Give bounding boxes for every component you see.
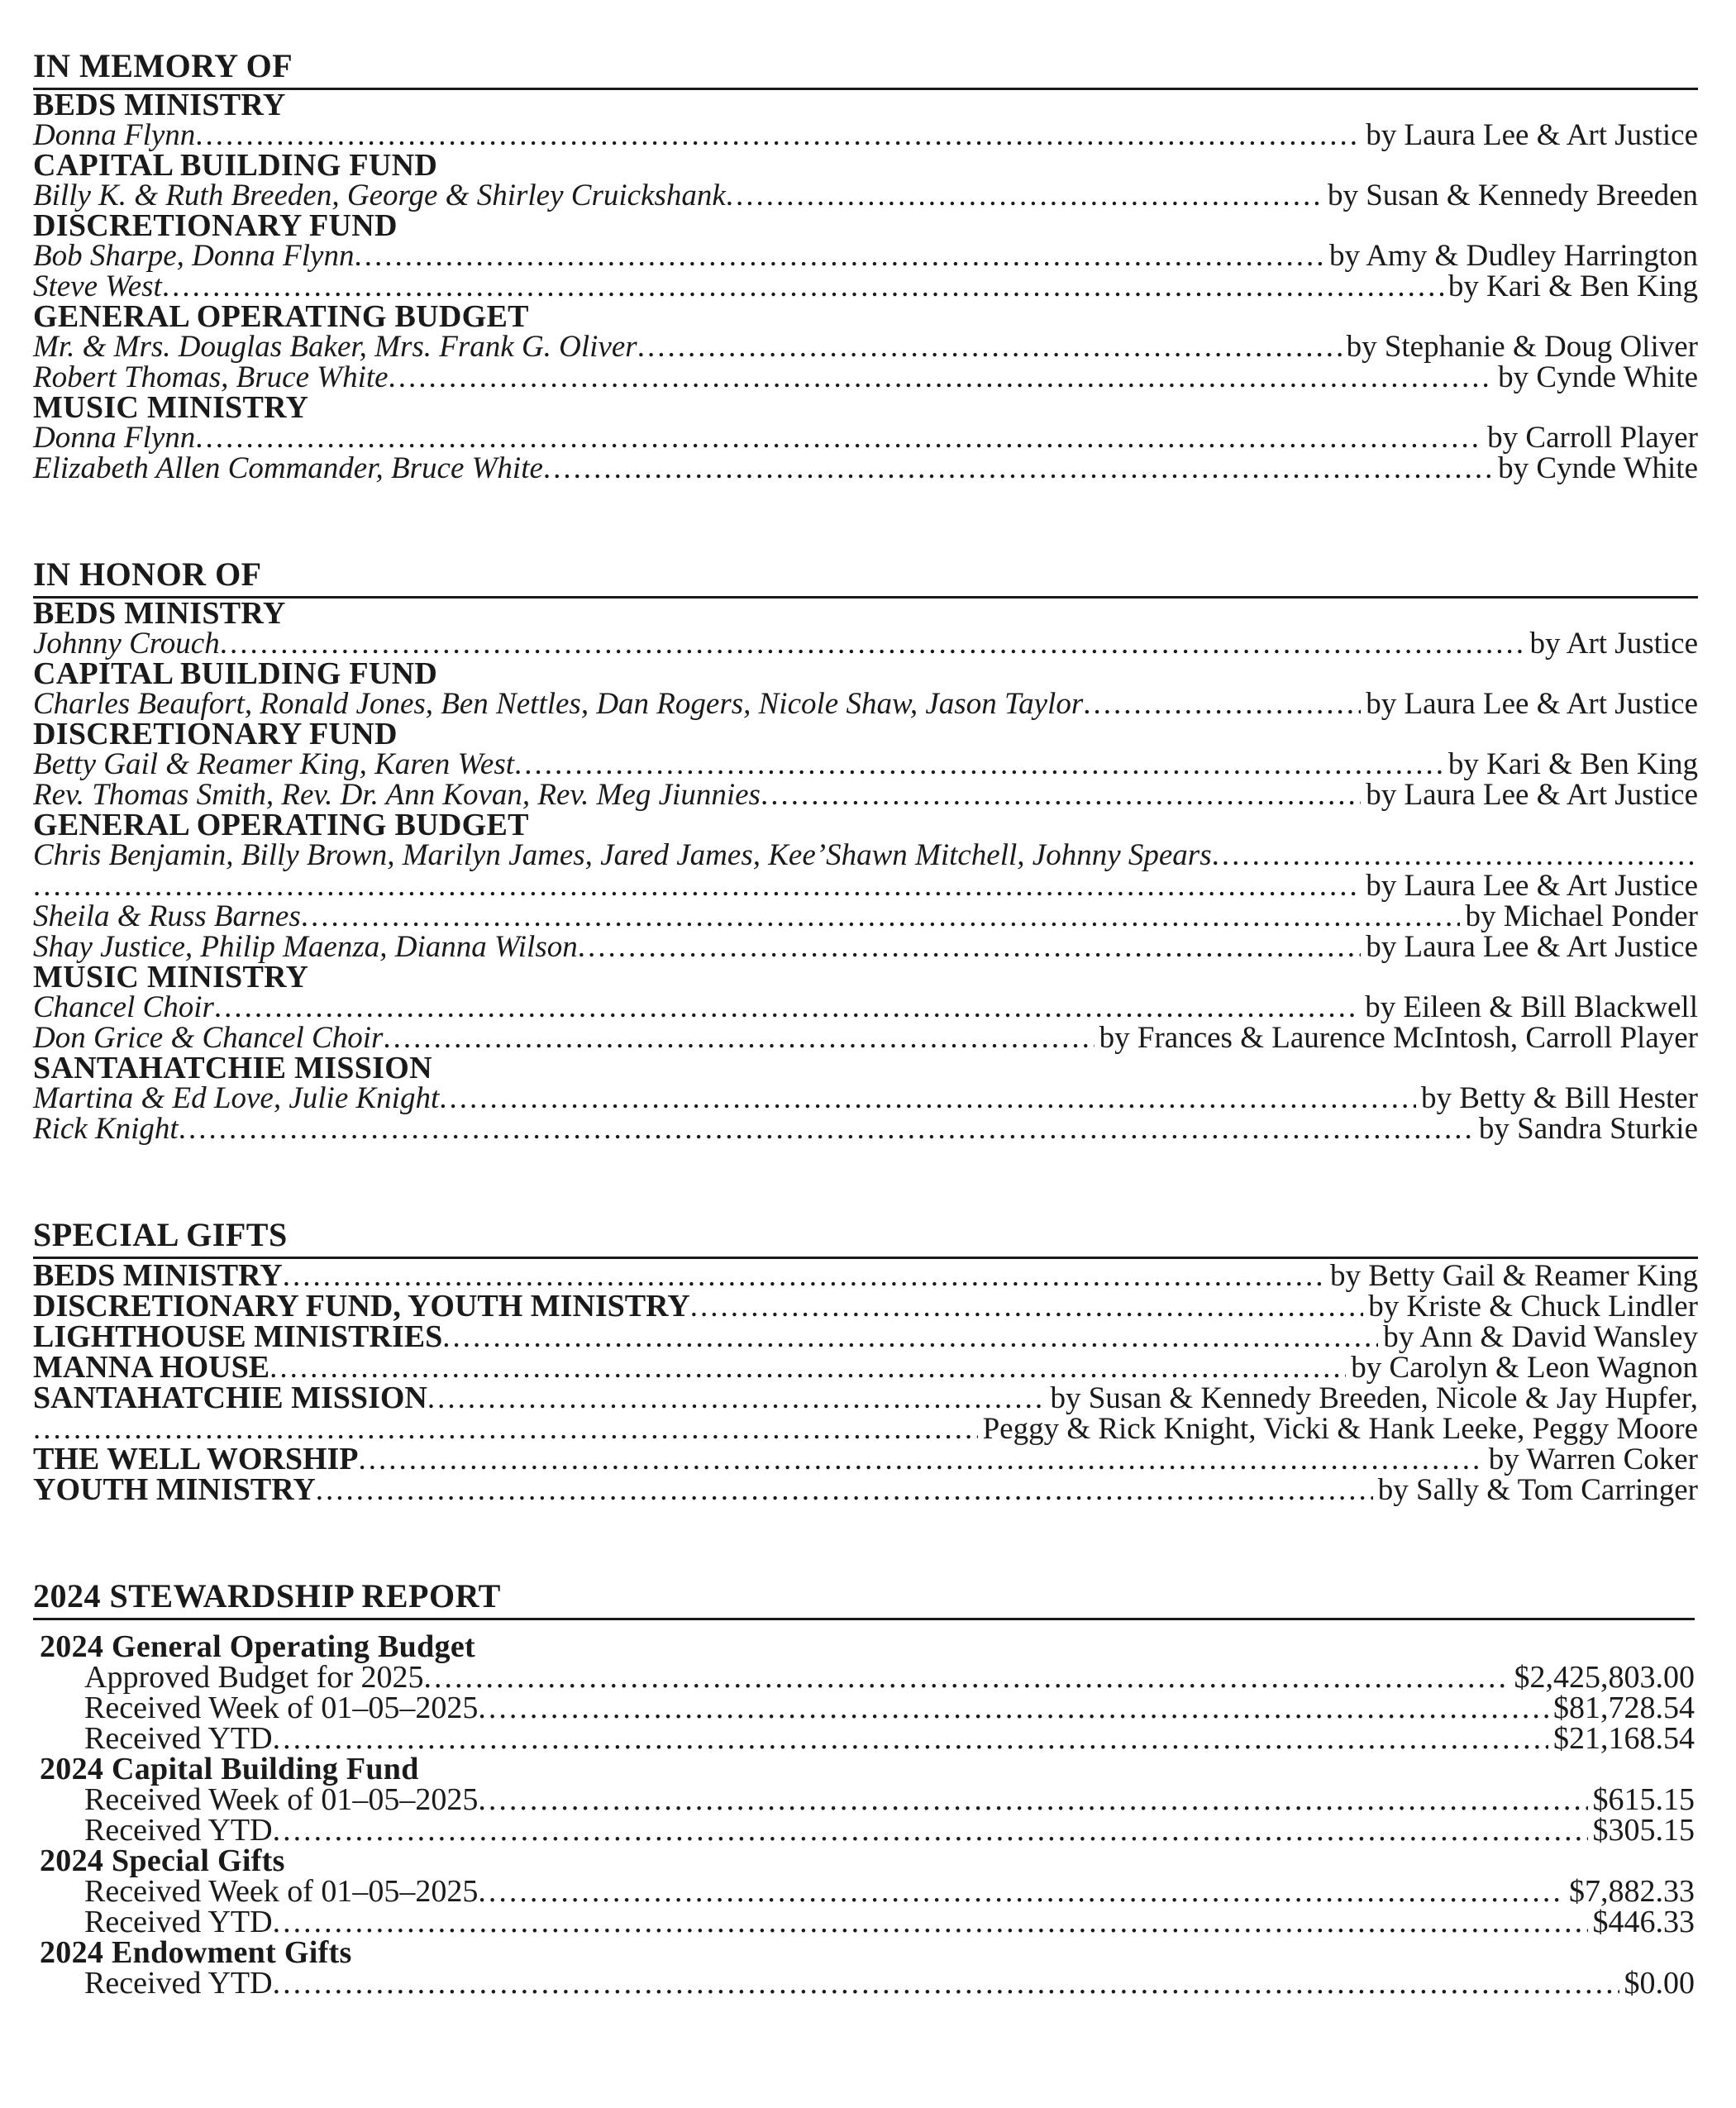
gift-entry	[33, 901, 1698, 932]
leader-dots	[761, 780, 1361, 810]
report-value: $305.15	[1592, 1813, 1695, 1848]
honoree: Rick Knight	[33, 1112, 179, 1146]
gift-entry	[33, 453, 1698, 484]
donor: by Michael Ponder	[1465, 899, 1698, 933]
fund-heading: BEDS MINISTRY	[33, 596, 286, 631]
fund-heading: GENERAL OPERATING BUDGET	[33, 808, 529, 842]
special-gift-entry	[33, 1291, 1698, 1322]
gift-entry	[33, 932, 1698, 962]
gift-entry	[33, 628, 1698, 659]
leader-dots	[354, 241, 1324, 271]
leader-dots	[478, 1693, 1548, 1724]
leader-dots	[442, 1322, 1378, 1352]
leader-dots	[478, 1877, 1564, 1907]
honoree: Johnny Crouch	[33, 627, 220, 661]
special-gift-entry	[33, 1472, 1698, 1507]
report-row	[33, 1662, 1695, 1693]
gift-entry	[33, 1114, 1698, 1144]
leader-dots	[33, 870, 1361, 901]
fund-heading: DISCRETIONARY FUND	[33, 717, 398, 751]
fund-heading: DISCRETIONARY FUND	[33, 208, 398, 243]
report-group-heading: 2024 Endowment Gifts	[40, 1935, 352, 1970]
report-value: $7,882.33	[1569, 1874, 1695, 1909]
report-label: Received YTD	[84, 1721, 273, 1756]
leader-dots	[273, 1968, 1619, 1999]
leader-dots	[162, 271, 1443, 302]
leader-dots	[273, 1907, 1588, 1938]
report-group-heading: 2024 General Operating Budget	[40, 1629, 475, 1664]
report-row	[33, 1693, 1695, 1724]
donor: by Cynde White	[1498, 451, 1698, 485]
donor: by Laura Lee & Art Justice	[1366, 869, 1698, 903]
leader-dots	[478, 1785, 1587, 1815]
donor: by Laura Lee & Art Justice	[1366, 930, 1698, 964]
leader-dots	[424, 1662, 1509, 1693]
donor: by Kari & Ben King	[1447, 269, 1698, 303]
leader-dots	[427, 1383, 1046, 1414]
report-row	[33, 1874, 1695, 1909]
section-heading: SPECIAL GIFTS	[33, 1215, 1698, 1259]
honoree: Sheila & Russ Barnes	[33, 899, 301, 933]
report-group-heading: 2024 Special Gifts	[40, 1843, 285, 1878]
report-label: Approved Budget for 2025	[84, 1660, 424, 1695]
leader-dots	[220, 628, 1525, 659]
special-gift-entry	[33, 1258, 1698, 1293]
donor: by Susan & Kennedy Breeden	[1327, 179, 1698, 212]
gift-entry	[33, 241, 1698, 271]
donor: by Kari & Ben King	[1447, 747, 1698, 781]
donor: by Carolyn & Leon Wagnon	[1351, 1351, 1698, 1385]
donor: by Laura Lee & Art Justice	[1366, 118, 1698, 152]
donor: by Sally & Tom Carringer	[1377, 1473, 1698, 1507]
honoree: Chancel Choir	[33, 990, 214, 1024]
fund-name: THE WELL WORSHIP	[33, 1442, 359, 1476]
donor: by Carroll Player	[1487, 421, 1698, 455]
section-heading: 2024 STEWARDSHIP REPORT	[33, 1576, 1695, 1620]
donor: by Art Justice	[1529, 627, 1698, 661]
fund-heading: SANTAHATCHIE MISSION	[33, 1051, 432, 1085]
leader-dots	[514, 749, 1443, 780]
donor: by Betty & Bill Hester	[1420, 1081, 1698, 1115]
honoree: Rev. Thomas Smith, Rev. Dr. Ann Kovan, Rev. Meg Jiunnies	[33, 778, 761, 812]
gift-entry	[33, 120, 1698, 150]
leader-dots	[273, 1815, 1588, 1846]
section-heading: IN MEMORY OF	[33, 46, 1698, 90]
report-label: Received YTD	[84, 1905, 273, 1939]
leader-dots	[389, 362, 1494, 393]
gift-entry	[33, 840, 1698, 870]
donor: by Eileen & Bill Blackwell	[1365, 990, 1698, 1024]
leader-dots	[195, 120, 1361, 150]
fund-name: LIGHTHOUSE MINISTRIES	[33, 1319, 443, 1354]
bulletin-page	[33, 46, 1698, 1999]
report-value: $615.15	[1592, 1782, 1695, 1817]
gift-entry	[33, 422, 1698, 453]
stewardship-report-section	[33, 1576, 1695, 1999]
leader-dots	[690, 1291, 1364, 1322]
honoree: Chris Benjamin, Billy Brown, Marilyn James, Jared James, Kee’Shawn Mitchell, Johnny Spears	[33, 838, 1212, 872]
leader-dots	[283, 1261, 1325, 1291]
honoree: Bob Sharpe, Donna Flynn	[33, 239, 355, 273]
fund-name: DISCRETIONARY FUND, YOUTH MINISTRY	[33, 1289, 690, 1323]
gift-entry	[33, 362, 1698, 393]
honoree: Betty Gail & Reamer King, Karen West	[33, 747, 514, 781]
report-label: Received Week of 01–05–2025	[84, 1782, 479, 1817]
leader-dots	[543, 453, 1493, 484]
section-heading: IN HONOR OF	[33, 555, 1698, 599]
fund-heading: MUSIC MINISTRY	[33, 960, 309, 994]
in-memory-section	[33, 46, 1698, 484]
gift-entry-continued	[33, 870, 1698, 901]
honoree: Shay Justice, Philip Maenza, Dianna Wilson	[33, 930, 578, 964]
donor: by Stephanie & Doug Oliver	[1346, 330, 1698, 364]
donor: by Cynde White	[1498, 360, 1698, 394]
donor: by Sandra Sturkie	[1478, 1112, 1698, 1146]
leader-dots	[179, 1114, 1474, 1144]
special-gift-entry	[33, 1444, 1698, 1475]
fund-name: MANNA HOUSE	[33, 1350, 270, 1385]
donor: by Frances & Laurence McIntosh, Carroll Player	[1099, 1021, 1698, 1055]
fund-name: YOUTH MINISTRY	[33, 1472, 316, 1507]
special-gift-entry-continued	[33, 1414, 1698, 1444]
donor: by Betty Gail & Reamer King	[1330, 1259, 1698, 1293]
honoree: Donna Flynn	[33, 118, 196, 152]
fund-name: SANTAHATCHIE MISSION	[33, 1381, 427, 1415]
leader-dots	[1083, 689, 1361, 719]
gift-entry	[33, 749, 1698, 780]
leader-dots	[301, 901, 1461, 932]
donor: by Warren Coker	[1488, 1443, 1698, 1476]
report-row	[33, 1721, 1695, 1756]
gift-entry	[33, 1083, 1698, 1114]
report-value: $2,425,803.00	[1514, 1660, 1695, 1695]
leader-dots	[33, 1414, 978, 1444]
special-gift-entry	[33, 1319, 1698, 1354]
special-gifts-section	[33, 1215, 1698, 1505]
report-label: Received YTD	[84, 1966, 273, 2001]
fund-heading: CAPITAL BUILDING FUND	[33, 148, 438, 183]
donor: by Laura Lee & Art Justice	[1366, 778, 1698, 812]
report-row	[33, 1907, 1695, 1938]
gift-entry	[33, 689, 1698, 719]
special-gift-entry	[33, 1383, 1698, 1414]
leader-dots	[214, 992, 1360, 1023]
leader-dots	[359, 1444, 1484, 1475]
in-honor-section	[33, 555, 1698, 1144]
report-value: $446.33	[1592, 1905, 1695, 1939]
special-gift-entry	[33, 1352, 1698, 1383]
donor: by Amy & Dudley Harrington	[1328, 239, 1698, 273]
gift-entry	[33, 180, 1698, 211]
report-value: $81,728.54	[1553, 1691, 1695, 1725]
leader-dots	[637, 331, 1342, 362]
report-value: $0.00	[1624, 1966, 1695, 2001]
fund-heading: CAPITAL BUILDING FUND	[33, 656, 438, 691]
honoree: Elizabeth Allen Commander, Bruce White	[33, 451, 543, 485]
honoree: Billy K. & Ruth Breeden, George & Shirley Cruickshank	[33, 179, 726, 212]
leader-dots	[726, 180, 1323, 211]
honoree: Don Grice & Chancel Choir	[33, 1021, 384, 1055]
honoree: Robert Thomas, Bruce White	[33, 360, 389, 394]
leader-dots	[578, 932, 1362, 962]
leader-dots	[316, 1475, 1373, 1505]
donor: by Ann & David Wansley	[1383, 1320, 1698, 1354]
gift-entry	[33, 271, 1698, 302]
leader-dots	[269, 1352, 1346, 1383]
donor: by Susan & Kennedy Breeden, Nicole & Jay Hupfer,	[1050, 1381, 1698, 1415]
honoree: Mr. & Mrs. Douglas Baker, Mrs. Frank G. Oliver	[33, 330, 637, 364]
fund-heading: BEDS MINISTRY	[33, 88, 286, 122]
report-label: Received YTD	[84, 1813, 273, 1848]
report-label: Received Week of 01–05–2025	[84, 1874, 479, 1909]
report-group-heading: 2024 Capital Building Fund	[40, 1752, 419, 1786]
report-row	[33, 1815, 1695, 1846]
honoree: Martina & Ed Love, Julie Knight	[33, 1081, 440, 1115]
donor: by Kriste & Chuck Lindler	[1368, 1290, 1698, 1323]
honoree: Steve West	[33, 269, 162, 303]
leader-dots	[1212, 840, 1693, 870]
leader-dots	[273, 1724, 1548, 1754]
leader-dots	[439, 1083, 1416, 1114]
gift-entry	[33, 1023, 1698, 1053]
report-row	[33, 1782, 1695, 1817]
donor: by Laura Lee & Art Justice	[1366, 687, 1698, 721]
gift-entry	[33, 992, 1698, 1023]
fund-heading: GENERAL OPERATING BUDGET	[33, 299, 529, 334]
leader-dots	[383, 1023, 1094, 1053]
gift-entry	[33, 331, 1698, 362]
fund-name: BEDS MINISTRY	[33, 1258, 283, 1293]
honoree: Charles Beaufort, Ronald Jones, Ben Nettles, Dan Rogers, Nicole Shaw, Jason Taylor	[33, 687, 1084, 721]
gift-entry	[33, 780, 1698, 810]
report-value: $21,168.54	[1553, 1721, 1695, 1756]
fund-heading: MUSIC MINISTRY	[33, 390, 309, 425]
report-label: Received Week of 01–05–2025	[84, 1691, 479, 1725]
leader-dots	[195, 422, 1482, 453]
honoree: Donna Flynn	[33, 421, 196, 455]
donor: Peggy & Rick Knight, Vicki & Hank Leeke, Peggy Moore	[982, 1412, 1698, 1446]
report-row	[33, 1968, 1695, 1999]
